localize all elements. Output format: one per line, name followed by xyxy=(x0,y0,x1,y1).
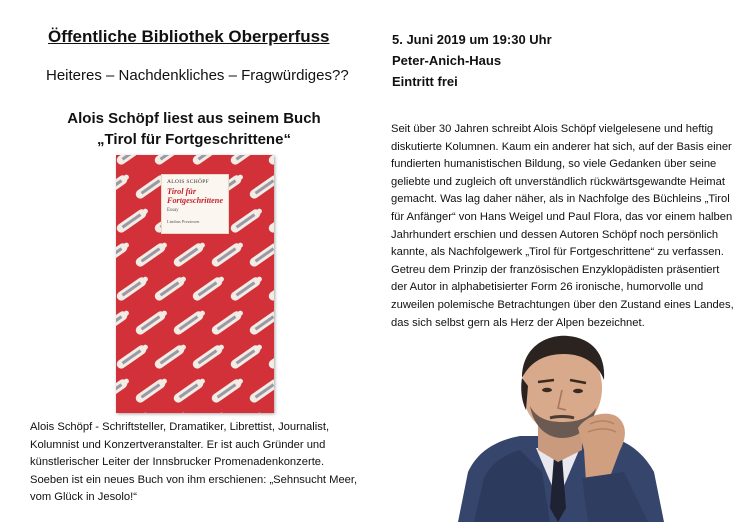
event-venue: Peter-Anich-Haus xyxy=(392,53,502,68)
book-cover-title-line2: Fortgeschrittene xyxy=(167,195,223,205)
book-cover-author: ALOIS SCHÖPF xyxy=(167,179,209,185)
author-portrait-photo xyxy=(458,332,664,522)
book-cover-publisher: Limbus Preziosen xyxy=(167,218,200,224)
event-date-time: 5. Juni 2019 um 19:30 Uhr xyxy=(392,32,552,47)
book-cover-image xyxy=(116,155,274,413)
event-details xyxy=(392,29,552,92)
event-admission: Eintritt frei xyxy=(392,74,458,89)
reading-heading xyxy=(54,108,334,150)
book-cover-genre: Essay xyxy=(167,207,179,213)
author-bio: Alois Schöpf - Schriftsteller, Dramatiker, Librettist, Journalist, Kolumnist und Konzertveranstalter. Er ist auch Gründer und künstlerischer Leiter der Innsbrucker Promenadenkonzerte. Soeben ist ein neues Buch von ihm erschienen: „Sehnsucht Meer, vom Glück in Jesolo!“ xyxy=(30,421,358,504)
author-portrait-illustration xyxy=(458,332,664,522)
reading-heading-line2: „Tirol für Fortgeschrittene“ xyxy=(97,131,291,148)
book-cover-title-line1: Tirol für xyxy=(167,187,197,196)
event-subtitle: Heiteres – Nachdenkliches – Fragwürdiges?? xyxy=(46,67,349,84)
library-title: Öffentliche Bibliothek Oberperfuss xyxy=(48,27,330,46)
reading-heading-line1: Alois Schöpf liest aus seinem Buch xyxy=(67,110,321,127)
book-cover-label xyxy=(161,174,229,234)
book-description: Seit über 30 Jahren schreibt Alois Schöpf vielgelesene und heftig diskutierte Kolumnen. Kaum ein anderer hat sich, auf der Basis einer fundierten humanistischen Bildung, so viele Gedanken über seine geliebte und zugleich oft unverständlich rückwärtsgewandte Heimat gemacht. Was lag daher näher, als in Nachfolge des Büchleins „Tirol für Anfänger“ von Hans Weigel und Paul Flora, das vor einem halben Jahrhundert erschien und dessen Autoren Schöpf noch persönlich kannte, als Nachfolgewerk „Tirol für Fortgeschrittene“ zu verfassen. Getreu dem Prinzip der französischen Enzyklopädisten präsentiert der Autor in alphabetisierter Form 26 ironische, humorvolle und zuweilen polemische Betrachtungen über den Zustand eines Landes, das sich selbst gern als Herz der Alpen bezeichnet. xyxy=(391,123,734,329)
book-cover-title xyxy=(167,188,224,206)
